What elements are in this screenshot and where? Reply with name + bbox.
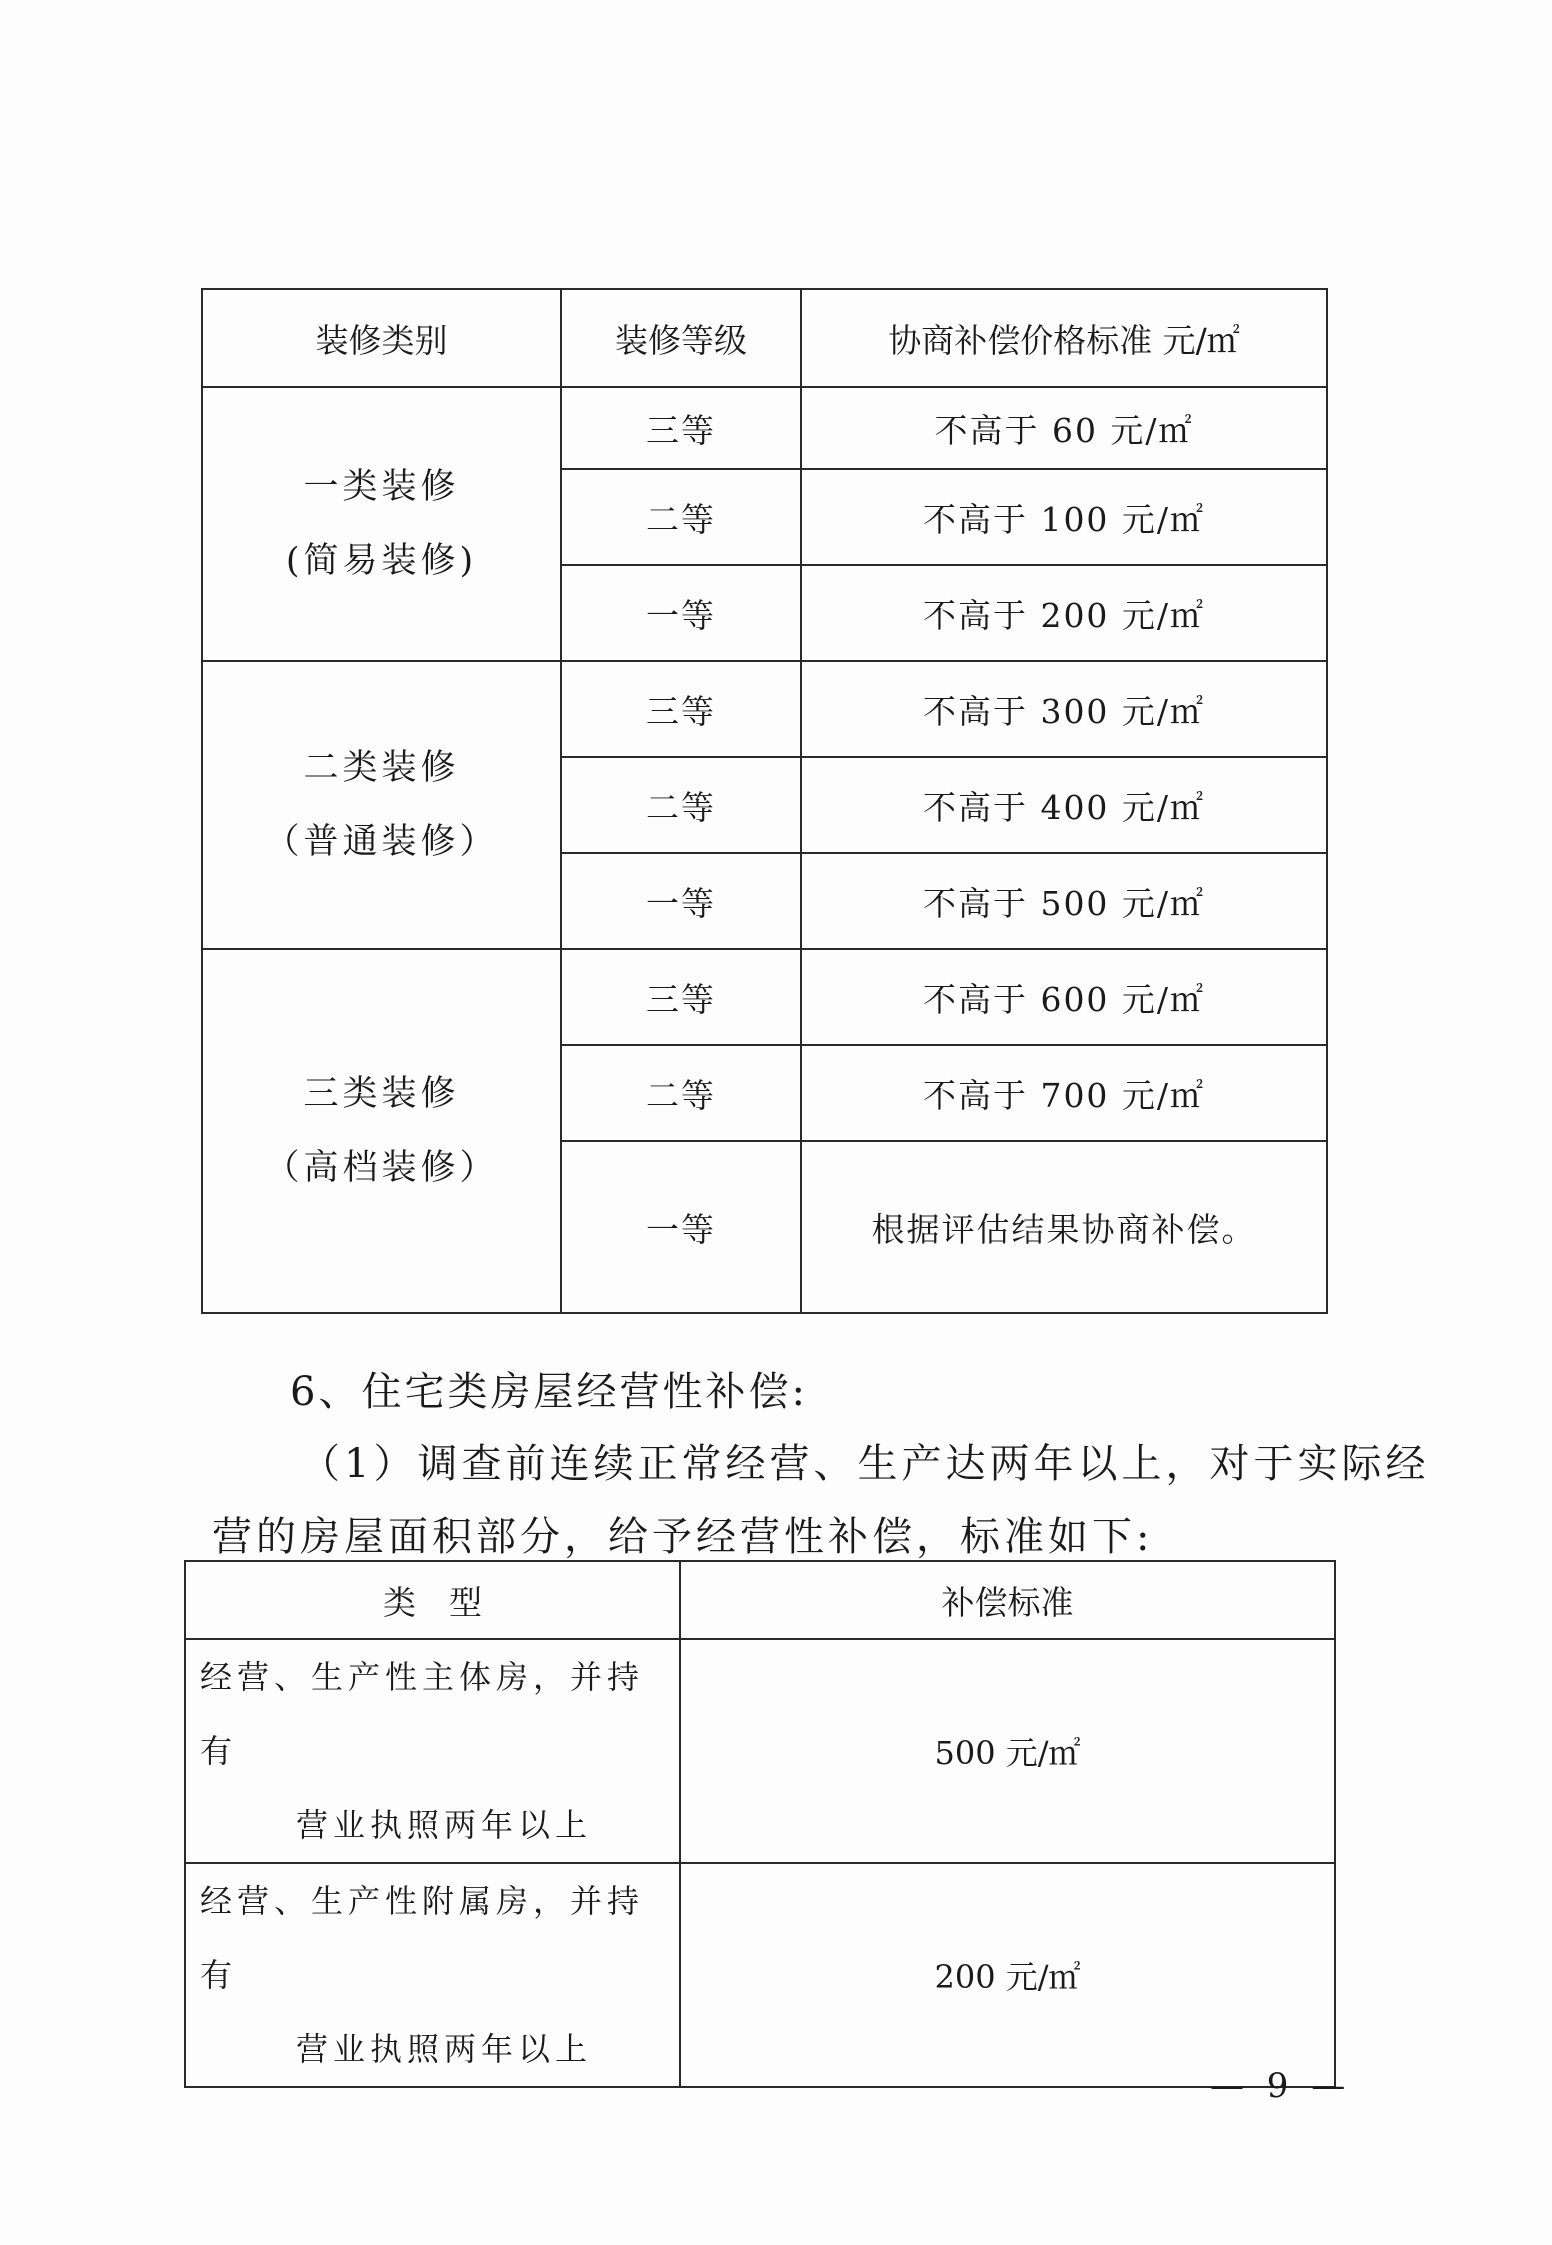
price-cell: 不高于 400 元/㎡ xyxy=(801,757,1327,853)
price-cell: 不高于 500 元/㎡ xyxy=(801,853,1327,949)
price-cell: 不高于 100 元/㎡ xyxy=(801,469,1327,565)
category-name: 二类装修 xyxy=(303,748,460,788)
category-name: 一类装修 xyxy=(303,467,460,507)
grade-cell: 二等 xyxy=(561,469,801,565)
category-name: 三类装修 xyxy=(303,1074,460,1114)
table-header-row xyxy=(202,289,1327,387)
header-decoration-category: 装修类别 xyxy=(202,289,561,387)
type-cell xyxy=(185,1863,680,2087)
category-cell xyxy=(202,949,561,1313)
table-row xyxy=(185,1863,1335,2087)
grade-cell: 二等 xyxy=(561,757,801,853)
header-price-standard: 协商补偿价格标准 元/㎡ xyxy=(801,289,1327,387)
grade-cell: 一等 xyxy=(561,1141,801,1313)
type-cell xyxy=(185,1639,680,1863)
price-cell: 不高于 700 元/㎡ xyxy=(801,1045,1327,1141)
standard-cell: 200 元/㎡ xyxy=(680,1863,1335,2087)
table-header-row xyxy=(185,1561,1335,1639)
header-type: 类 型 xyxy=(185,1561,680,1639)
table-row xyxy=(202,387,1327,469)
business-compensation-table xyxy=(184,1560,1336,2088)
category-cell xyxy=(202,387,561,661)
grade-cell: 三等 xyxy=(561,949,801,1045)
header-compensation-standard: 补偿标准 xyxy=(680,1561,1335,1639)
type-line: 营业执照两年以上 xyxy=(296,1806,593,1844)
category-subname: (简易装修) xyxy=(285,541,478,581)
grade-cell: 一等 xyxy=(561,853,801,949)
table-row xyxy=(202,661,1327,757)
section-heading: 6、住宅类房屋经营性补偿: xyxy=(290,1369,808,1415)
price-cell: 不高于 600 元/㎡ xyxy=(801,949,1327,1045)
category-subname: （高档装修） xyxy=(264,1148,499,1188)
grade-cell: 三等 xyxy=(561,387,801,469)
table-row xyxy=(185,1639,1335,1863)
price-cell: 不高于 60 元/㎡ xyxy=(801,387,1327,469)
header-decoration-grade: 装修等级 xyxy=(561,289,801,387)
body-paragraph-line: （1）调查前连续正常经营、生产达两年以上，对于实际经 xyxy=(300,1441,1430,1487)
type-line: 营业执照两年以上 xyxy=(296,2030,593,2068)
table-row xyxy=(202,949,1327,1045)
type-line: 经营、生产性主体房，并持有 xyxy=(200,1658,645,1770)
category-subname: （普通装修） xyxy=(264,822,499,862)
price-cell: 不高于 200 元/㎡ xyxy=(801,565,1327,661)
body-paragraph-line: 营的房屋面积部分，给予经营性补偿，标准如下: xyxy=(212,1514,1154,1560)
grade-cell: 二等 xyxy=(561,1045,801,1141)
price-cell: 根据评估结果协商补偿。 xyxy=(801,1141,1327,1313)
grade-cell: 一等 xyxy=(561,565,801,661)
page-number: — 9 — xyxy=(1210,2066,1352,2106)
grade-cell: 三等 xyxy=(561,661,801,757)
type-line: 经营、生产性附属房，并持有 xyxy=(200,1882,645,1994)
standard-cell: 500 元/㎡ xyxy=(680,1639,1335,1863)
price-cell: 不高于 300 元/㎡ xyxy=(801,661,1327,757)
category-cell xyxy=(202,661,561,949)
decoration-compensation-table xyxy=(201,288,1328,1314)
